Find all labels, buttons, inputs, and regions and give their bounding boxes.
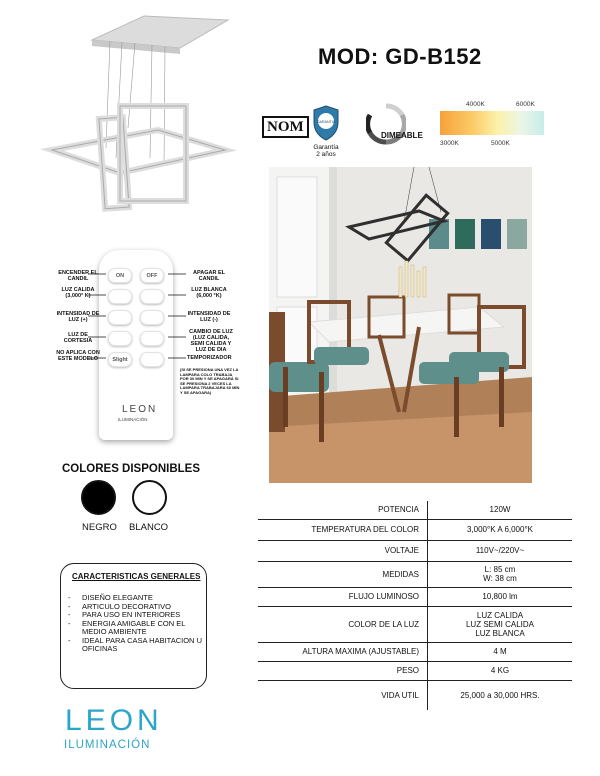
color-swatch-black bbox=[81, 480, 116, 515]
spec-label: PESO bbox=[258, 661, 428, 680]
list-item: - ENERGIA AMIGABLE CON EL MEDIO AMBIENTE bbox=[68, 618, 186, 636]
model-title: MOD: GD-B152 bbox=[318, 44, 482, 69]
characteristics-list bbox=[68, 594, 202, 654]
spec-table bbox=[258, 501, 572, 710]
color-temp-4000: 4000K bbox=[466, 101, 485, 108]
table-row bbox=[258, 642, 572, 661]
list-item: - DISEÑO ELEGANTE bbox=[68, 593, 153, 602]
color-name-black: NEGRO bbox=[82, 522, 117, 533]
spec-value: 25,000 a 30,000 HRS. bbox=[460, 690, 540, 700]
remote-label-courtesy: LUZ DE CORTESIA bbox=[63, 332, 93, 344]
color-temp-5000: 5000K bbox=[491, 140, 510, 147]
room-photo bbox=[269, 167, 532, 483]
colors-title: COLORES DISPONIBLES bbox=[62, 463, 201, 475]
spec-label: VOLTAJE bbox=[258, 540, 428, 561]
spec-value: 4 KG bbox=[428, 661, 573, 680]
remote-slight-button[interactable]: Slight bbox=[108, 352, 132, 367]
spec-label: VIDA UTIL bbox=[258, 680, 428, 710]
spec-label: TEMPERATURA DEL COLOR bbox=[258, 519, 428, 540]
spec-value: 110V~/220V~ bbox=[428, 540, 573, 561]
table-row bbox=[258, 661, 572, 680]
spec-value: 10,800 lm bbox=[428, 587, 573, 606]
remote-label-warm: LUZ CALIDA (3,000° K) bbox=[61, 287, 95, 299]
table-row bbox=[258, 587, 572, 606]
nom-certification: NOM bbox=[262, 116, 309, 138]
brand-logo-sub: ILUMINACIÓN bbox=[64, 739, 151, 751]
remote-label-white: LUZ BLANCA (6,000 °K) bbox=[191, 287, 227, 299]
spec-label: MEDIDAS bbox=[258, 561, 428, 587]
brand-logo: LEON bbox=[65, 704, 163, 737]
spec-label: ALTURA MAXIMA (AJUSTABLE) bbox=[258, 642, 428, 661]
remote-label-na: NO APLICA CON ESTE MODELO bbox=[56, 350, 100, 362]
remote-label-on: ENCENDER EL CANDIL bbox=[58, 270, 98, 282]
color-name-white: BLANCO bbox=[129, 522, 169, 533]
spec-label: POTENCIA bbox=[258, 501, 428, 519]
table-row bbox=[258, 561, 572, 587]
list-item: - PARA USO EN INTERIORES bbox=[68, 610, 181, 619]
remote-brand: LEON bbox=[122, 404, 158, 415]
remote-label-color-change: CAMBIO DE LUZ (LUZ CALIDA, SEMI CALIDA Y LUZ DE DIA bbox=[189, 329, 233, 353]
color-temp-6000: 6000K bbox=[516, 101, 535, 108]
remote-label-bright-up: INTENSIDAD DE LUZ (+) bbox=[56, 311, 100, 323]
remote-off-button[interactable]: OFF bbox=[140, 268, 164, 283]
table-row bbox=[258, 606, 572, 642]
remote-brand-sub: ILUMINACIÓN bbox=[118, 417, 148, 422]
dimmable-icon bbox=[366, 102, 406, 150]
remote-label-bright-down: INTENSIDAD DE LUZ (-) bbox=[187, 311, 231, 323]
table-row bbox=[258, 680, 572, 710]
remote-label-off: APAGAR EL CANDIL bbox=[193, 270, 225, 282]
warranty-badge-text: GARANTIA bbox=[316, 120, 336, 124]
spec-value: 3,000°K A 6,000°K bbox=[428, 519, 573, 540]
spec-value: 4 M bbox=[428, 642, 573, 661]
table-row bbox=[258, 519, 572, 540]
table-row bbox=[258, 501, 572, 519]
list-item: - ARTICULO DECORATIVO bbox=[68, 601, 171, 611]
color-temp-3000: 3000K bbox=[440, 140, 459, 147]
dimmable-label: DIMEABLE bbox=[381, 131, 423, 140]
product-lamp-illustration bbox=[40, 8, 240, 218]
spec-value: L: 85 cm W: 38 cm bbox=[428, 561, 573, 587]
remote-on-button[interactable]: ON bbox=[108, 268, 132, 283]
spec-label: FLUJO LUMINOSO bbox=[258, 587, 428, 606]
spec-label: COLOR DE LA LUZ bbox=[258, 606, 428, 642]
spec-value: LUZ CALIDA LUZ SEMI CALIDA LUZ BLANCA bbox=[428, 606, 573, 642]
color-swatch-white bbox=[132, 480, 167, 515]
warranty-badge-icon bbox=[311, 104, 341, 142]
color-temperature-bar bbox=[440, 111, 544, 135]
table-row bbox=[258, 540, 572, 561]
list-item: - IDEAL PARA CASA HABITACION U OFICINAS bbox=[68, 635, 202, 653]
characteristics-title: CARACTERISTICAS GENERALES bbox=[72, 572, 201, 581]
warranty-label: Garantía 2 años bbox=[313, 144, 339, 158]
remote-label-timer: TEMPORIZADOR bbox=[187, 355, 232, 361]
remote-timer-note: (SI SE PRESIONA UNA VEZ LA LAMPARA COLO TRABAJA POR 30 MIN Y SE APAGARÁ SI SE PRESIONA 2 VECES LA LAMPARA TRABAJARA 60 MIN Y SE APAGARA) bbox=[180, 367, 240, 395]
spec-value: 120W bbox=[428, 501, 573, 519]
